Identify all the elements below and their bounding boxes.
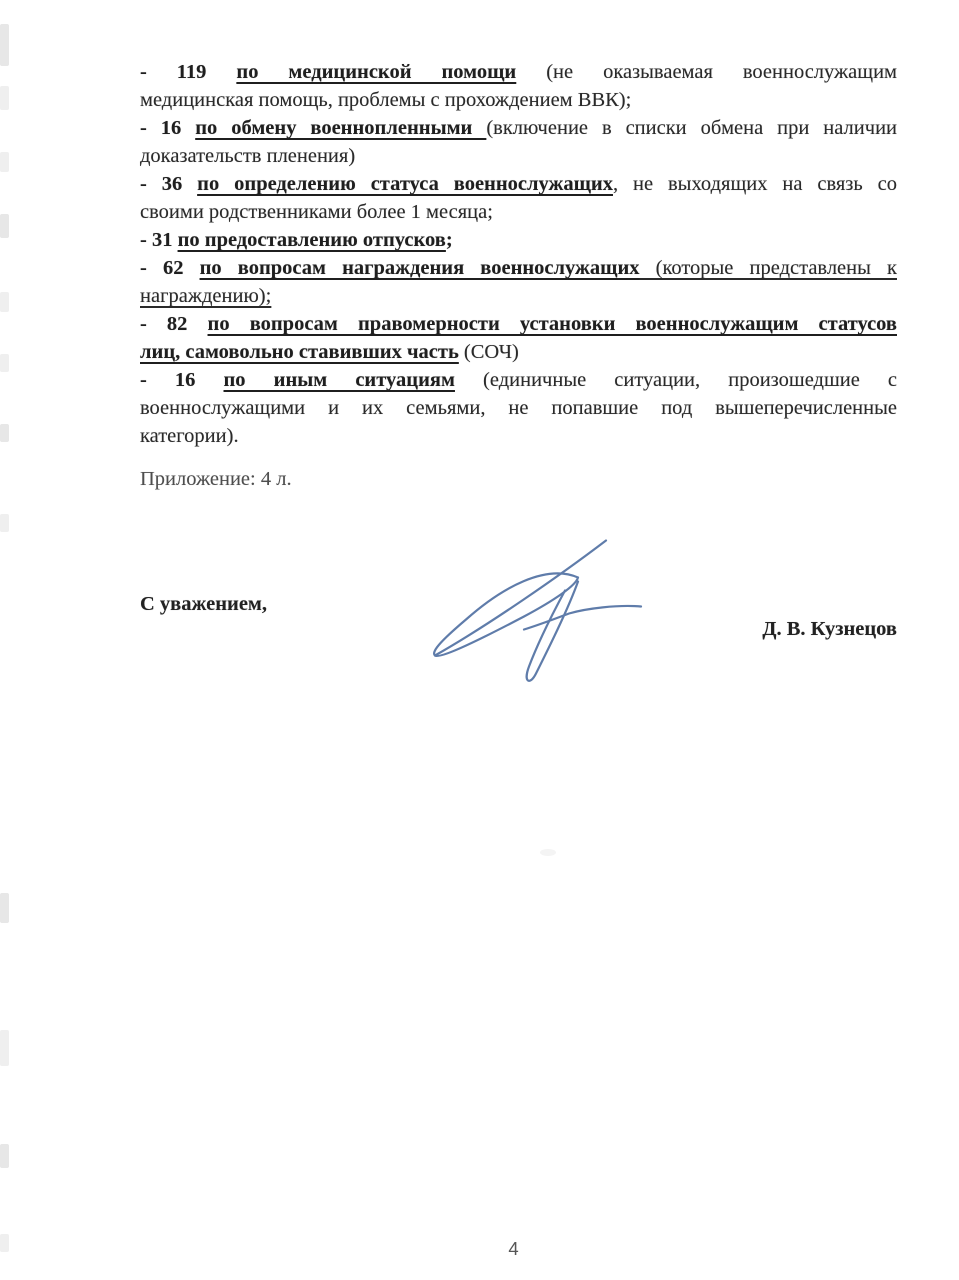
scan-artifact: [0, 1144, 9, 1168]
scan-artifact: [0, 24, 9, 66]
signer-name: Д. В. Кузнецов: [762, 618, 897, 640]
text-segment: - 119: [140, 61, 237, 83]
text-segment: своими родственниками более 1 месяца;: [140, 201, 493, 223]
document-line: [140, 114, 897, 142]
text-segment: - 31: [140, 229, 178, 251]
page-number: 4: [508, 1238, 519, 1259]
scan-artifact: [0, 893, 9, 923]
document-line: [140, 58, 897, 86]
text-segment: , не выходящих на связь со: [612, 173, 897, 195]
attachment-note: Приложение: 4 л.: [140, 468, 292, 490]
text-segment: по обмену военнопленными: [195, 117, 487, 139]
text-segment: ;: [445, 229, 453, 251]
text-segment: лиц, самовольно ставивших часть: [140, 341, 459, 363]
text-segment: по определению статуса военнослужащих: [197, 173, 613, 195]
document-line: [140, 254, 897, 282]
text-segment: - 82: [140, 313, 208, 335]
text-segment: - 16: [140, 369, 224, 391]
document-line: [140, 422, 897, 450]
signature-strokes: [434, 541, 641, 681]
document-line: [140, 366, 897, 394]
signature-image: [428, 532, 663, 690]
text-segment: категории).: [140, 425, 239, 447]
text-segment: награждению);: [140, 285, 272, 307]
text-segment: по вопросам награждения военнослужащих: [199, 257, 640, 279]
scan-artifact: [0, 152, 9, 172]
document-line: [140, 226, 897, 254]
scan-artifact: [540, 849, 556, 856]
document-line: [140, 310, 897, 338]
document-line: [140, 198, 897, 226]
document-line: [140, 170, 897, 198]
issue-list: [140, 58, 897, 450]
scan-artifact: [0, 424, 9, 442]
text-segment: (СОЧ): [458, 341, 519, 363]
text-segment: (которые представлены к: [639, 257, 897, 279]
document-line: [140, 142, 897, 170]
document-line: [140, 338, 897, 366]
text-segment: по вопросам правомерности установки военнослужащим статусов: [207, 313, 897, 335]
text-segment: военнослужащими и их семьями, не попавшие под вышеперечисленные: [140, 397, 897, 419]
text-segment: медицинская помощь, проблемы с прохождением ВВК);: [140, 89, 632, 111]
scan-artifact: [0, 86, 9, 110]
document-line: [140, 282, 897, 310]
text-segment: - 36: [140, 173, 198, 195]
closing-salutation: С уважением,: [140, 593, 268, 615]
text-segment: по иным ситуациям: [223, 369, 455, 391]
document-line: [140, 86, 897, 114]
scan-artifact: [0, 1030, 9, 1066]
scan-artifact: [0, 514, 9, 532]
text-segment: по медицинской помощи: [236, 61, 517, 83]
document-line: [140, 394, 897, 422]
text-segment: по предоставлению отпусков: [177, 229, 446, 251]
scan-artifact: [0, 292, 9, 312]
text-segment: - 62: [140, 257, 200, 279]
text-segment: (единичные ситуации, произошедшие с: [454, 369, 897, 391]
text-segment: - 16: [140, 117, 196, 139]
text-segment: доказательств пленения): [140, 145, 356, 167]
text-segment: (включение в списки обмена при наличии: [486, 117, 898, 139]
document-body: [140, 58, 897, 493]
scan-artifact: [0, 354, 9, 372]
text-segment: (не оказываемая военнослужащим: [516, 61, 898, 83]
scan-artifact: [0, 214, 9, 238]
